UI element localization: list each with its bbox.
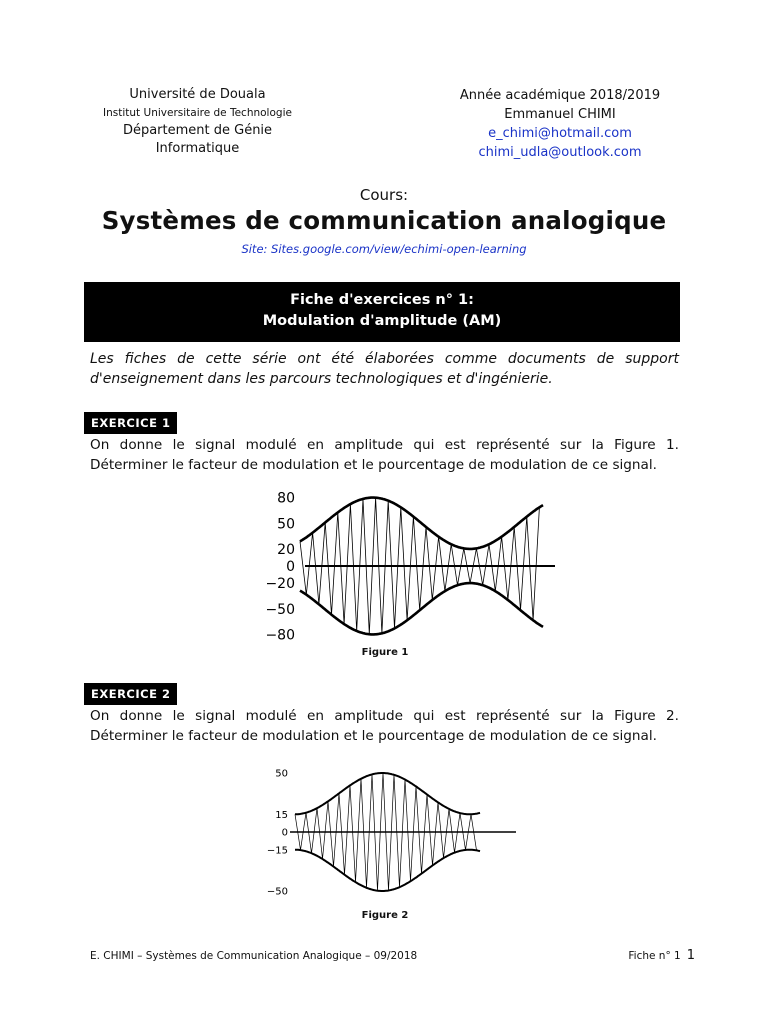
course-label: Cours: <box>359 186 409 204</box>
exercise-2-text: On donne le signal modulé en amplitude qui est représenté sur la Figure 2. Déterminer le facteur de modulation et le pourcentage de modulation de ce signal. <box>90 708 679 744</box>
exercise-1-label: EXERCICE 1 <box>84 412 177 434</box>
academic-year: Année académique 2018/2019 <box>459 88 661 103</box>
exercise-2-label: EXERCICE 2 <box>84 683 177 705</box>
figure-1-upper-envelope <box>300 498 543 549</box>
fig1-y-tick-label: 80 <box>277 490 295 507</box>
fig1-y-tick-label: −50 <box>265 601 295 618</box>
figure-1-caption: Figure 1 <box>361 647 409 658</box>
email-link-outlook[interactable]: chimi_udla@outlook.com <box>478 145 642 160</box>
department-line1: Département de Génie <box>122 123 273 138</box>
fig1-y-tick-label: 0 <box>286 559 295 575</box>
fig2-y-tick-label: 0 <box>281 827 288 839</box>
institution-block <box>80 86 315 158</box>
fig2-y-tick-label: 50 <box>275 768 288 780</box>
banner-line2: Modulation d'amplitude (AM) <box>262 313 502 329</box>
fig1-y-tick-label: −20 <box>265 576 295 593</box>
exercise-sheet-banner <box>84 282 680 342</box>
footer-text: E. CHIMI – Systèmes de Communication Analogique – 09/2018 <box>90 950 418 962</box>
figure-2-upper-envelope <box>295 773 480 814</box>
department-line2: Informatique <box>155 141 240 156</box>
footer-page-info <box>600 948 695 963</box>
fig1-y-tick-label: −80 <box>265 627 295 640</box>
university-name: Université de Douala <box>129 87 266 102</box>
fig1-y-tick-label: 20 <box>277 541 295 558</box>
figure-2-am-signal <box>258 760 528 908</box>
fig2-y-tick-label: −50 <box>266 886 288 898</box>
exercise-1-text: On donne le signal modulé en amplitude qui est représenté sur la Figure 1. Déterminer le facteur de modulation et le pourcentage de modulation de ce signal. <box>90 437 679 473</box>
fig2-y-tick-label: −15 <box>266 845 288 857</box>
course-title: Systèmes de communication analogique <box>101 206 667 235</box>
institute-name: Institut Universitaire de Technologie <box>103 107 292 119</box>
page-number: 1 <box>686 948 695 963</box>
fig1-y-tick-label: 50 <box>277 516 295 533</box>
footer-sheet-number: Fiche n° 1 <box>628 950 681 962</box>
banner-line1: Fiche d'exercices n° 1: <box>290 292 474 308</box>
figure-1-am-signal <box>255 488 575 640</box>
figure-2-caption: Figure 2 <box>361 910 409 921</box>
email-link-hotmail[interactable]: e_chimi@hotmail.com <box>488 126 632 141</box>
author-name: Emmanuel CHIMI <box>504 107 616 122</box>
intro-paragraph: Les fiches de cette série ont été élaborées comme documents de support d'enseignement dans les parcours technologiques et d'ingénierie. <box>90 351 679 387</box>
fig2-y-tick-label: 15 <box>275 809 288 821</box>
site-link[interactable]: Site: Sites.google.com/view/echimi-open-learning <box>241 242 527 256</box>
author-block <box>430 86 690 162</box>
